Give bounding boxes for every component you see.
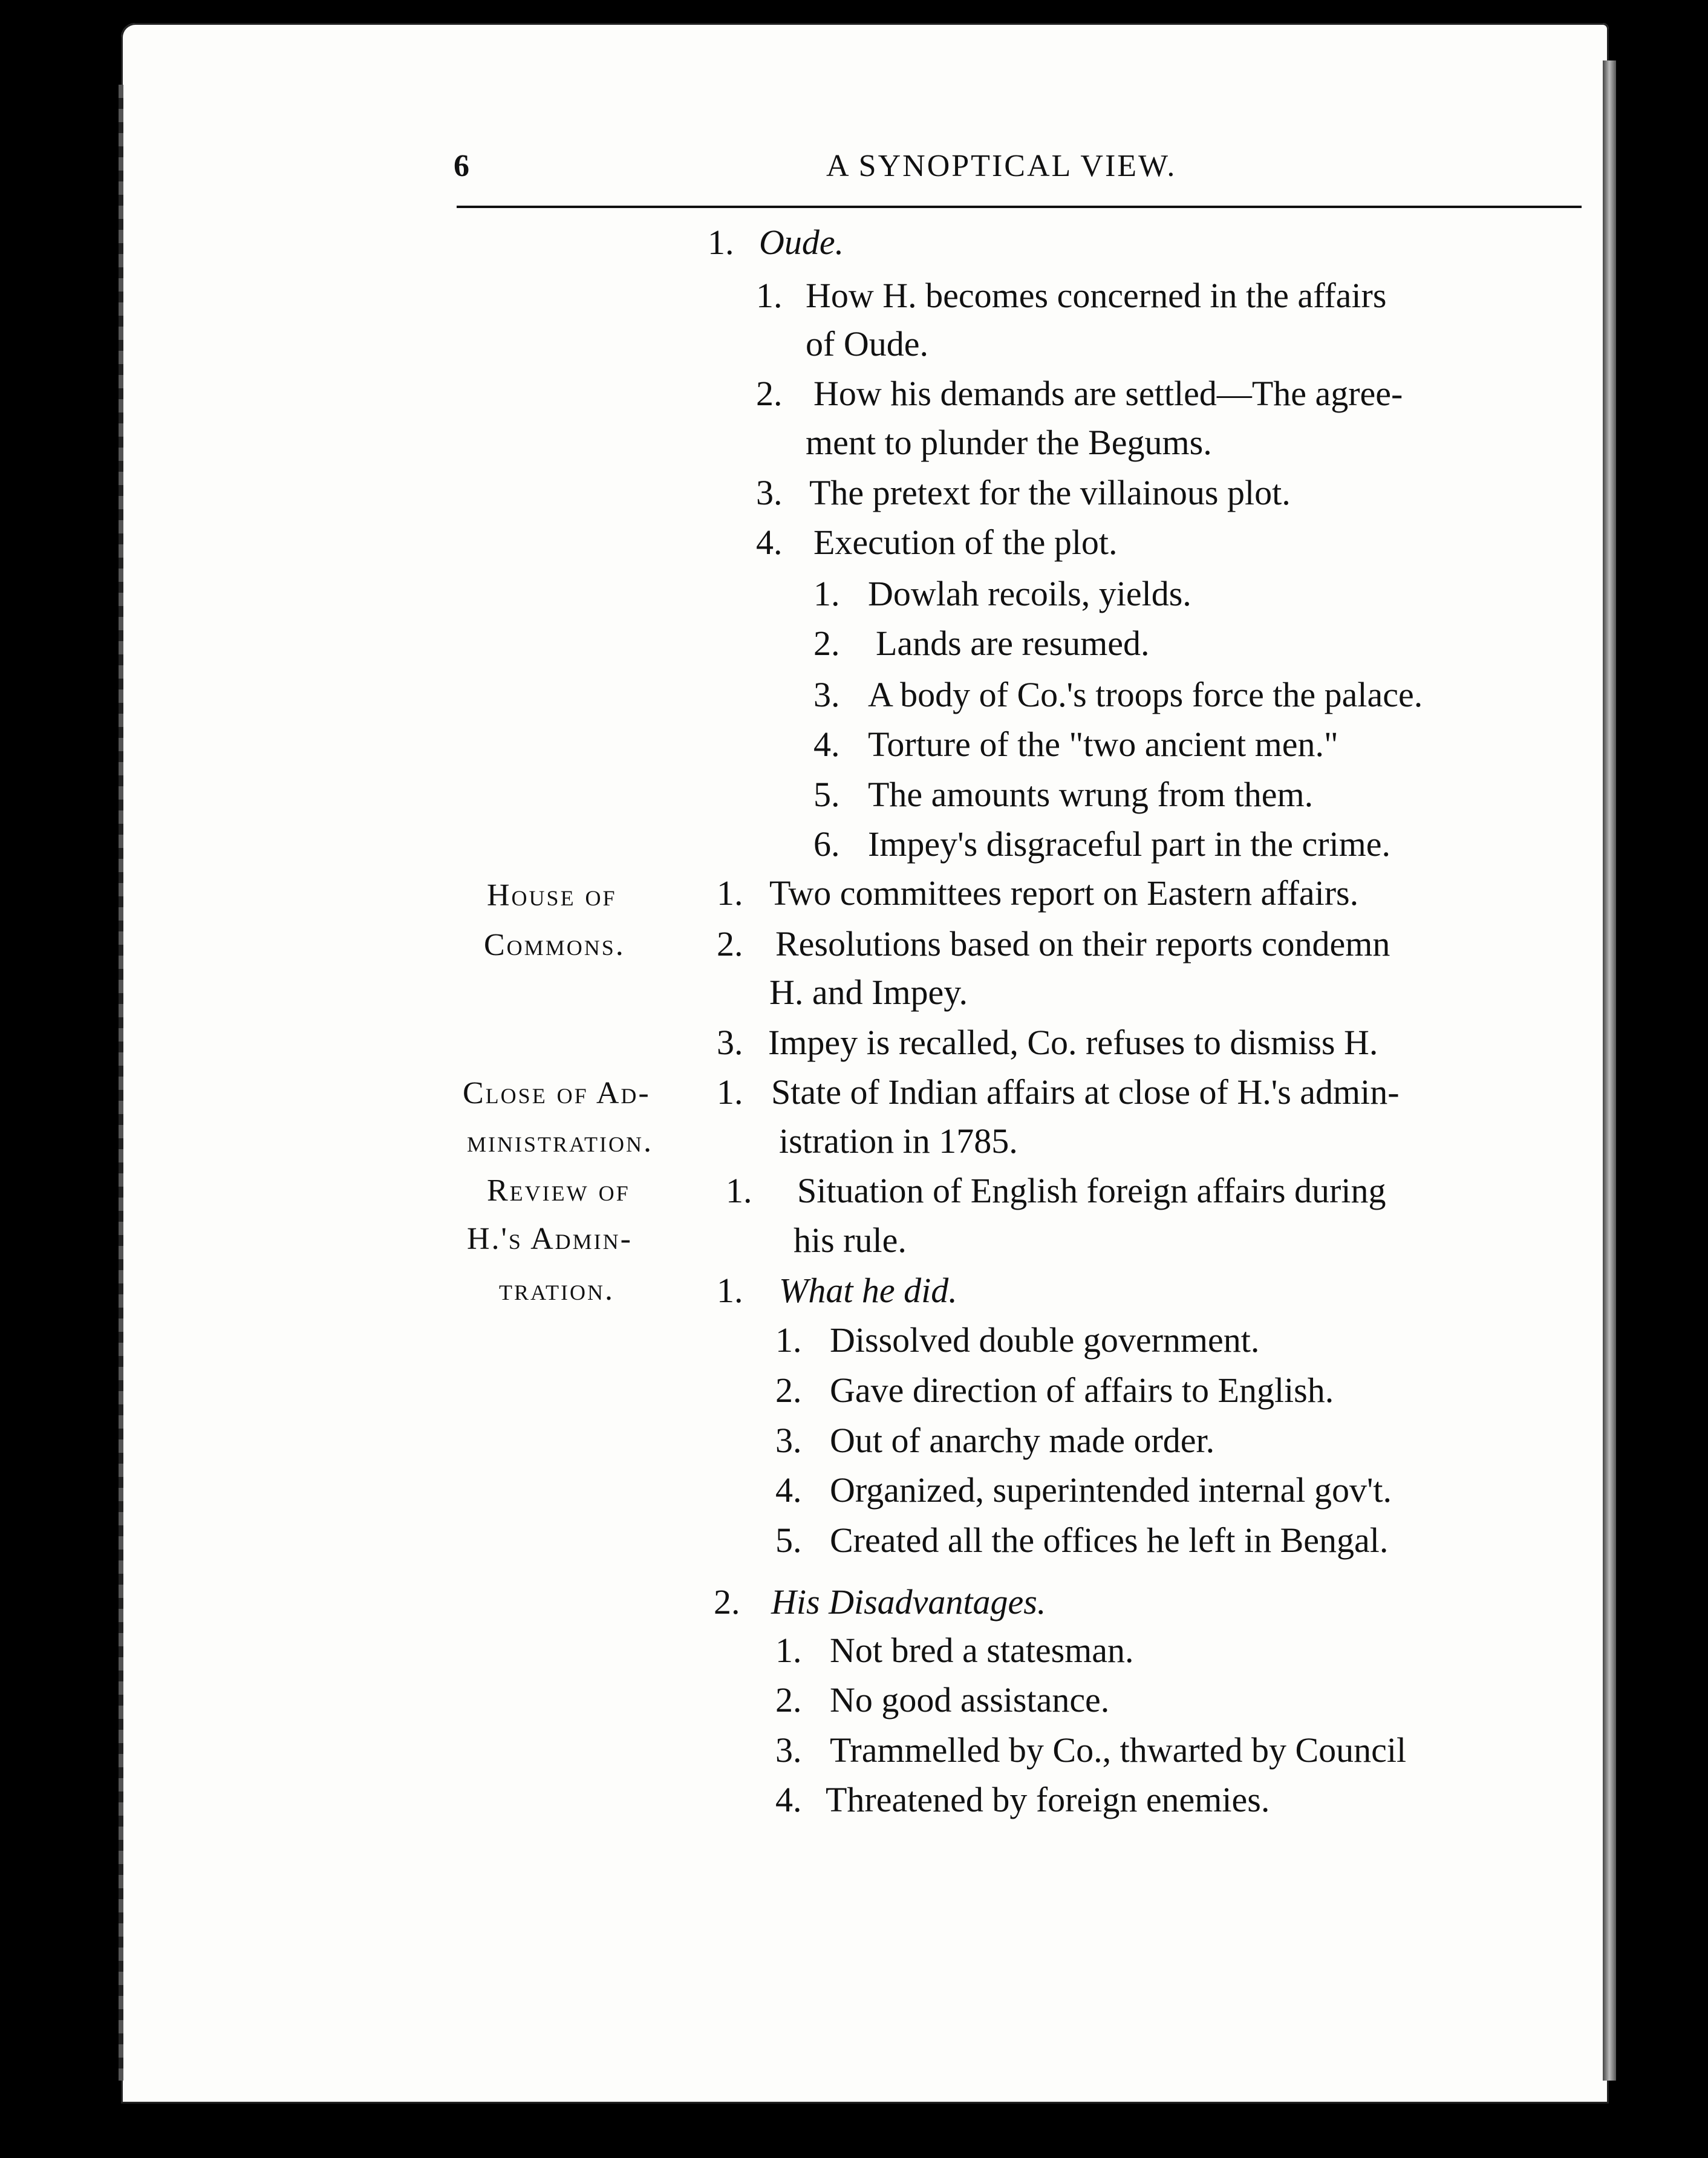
line-number: 1. bbox=[708, 223, 734, 262]
book-spine bbox=[1603, 60, 1616, 2081]
outline-line: Trammelled by Co., thwarted by Council bbox=[830, 1730, 1407, 1770]
outline-line: Lands are resumed. bbox=[876, 624, 1150, 663]
outline-line: his rule. bbox=[794, 1221, 907, 1260]
outline-line: Resolutions based on their reports condemn bbox=[775, 924, 1390, 963]
outline-line: How his demands are settled—The agree- bbox=[813, 374, 1403, 413]
line-number: 2. bbox=[775, 1680, 802, 1720]
outline-line: How H. becomes concerned in the affairs bbox=[806, 276, 1387, 315]
outline-line: No good assistance. bbox=[830, 1680, 1110, 1720]
line-number: 3. bbox=[756, 473, 783, 512]
side-label: Review of bbox=[487, 1173, 630, 1208]
page-number: 6 bbox=[454, 149, 469, 183]
line-number: 4. bbox=[775, 1780, 802, 1819]
side-label: House of bbox=[487, 878, 617, 913]
outline-line: Threatened by foreign enemies. bbox=[826, 1780, 1270, 1819]
line-number: 1. bbox=[756, 276, 783, 315]
side-label: ministration. bbox=[467, 1124, 653, 1159]
line-number: 1. bbox=[813, 574, 840, 613]
header-rule bbox=[457, 206, 1582, 208]
outline-line: Organized, superintended internal gov't. bbox=[830, 1470, 1392, 1510]
line-number: 3. bbox=[775, 1730, 802, 1770]
outline-line: Created all the offices he left in Bengal. bbox=[830, 1521, 1389, 1560]
line-number: 1. bbox=[717, 1072, 743, 1112]
outline-line: The pretext for the villainous plot. bbox=[809, 473, 1291, 512]
outline-line: Dowlah recoils, yields. bbox=[868, 574, 1191, 613]
outline-line: State of Indian affairs at close of H.'s admin- bbox=[771, 1072, 1400, 1112]
outline-line: Out of anarchy made order. bbox=[830, 1421, 1215, 1460]
outline-line: Execution of the plot. bbox=[813, 523, 1118, 562]
outline-line: istration in 1785. bbox=[779, 1121, 1018, 1161]
outline-heading: His Disadvantages. bbox=[771, 1582, 1046, 1622]
line-number: 2. bbox=[775, 1371, 802, 1410]
outline-line: Impey's disgraceful part in the crime. bbox=[868, 824, 1391, 864]
outline-line: Dissolved double government. bbox=[830, 1320, 1260, 1360]
line-number: 1. bbox=[775, 1631, 802, 1670]
line-number: 2. bbox=[756, 374, 783, 413]
line-number: 2. bbox=[717, 924, 743, 963]
outline-line: Gave direction of affairs to English. bbox=[830, 1371, 1334, 1410]
outline-line: H. and Impey. bbox=[769, 973, 968, 1012]
line-number: 1. bbox=[717, 1271, 743, 1310]
outline-line: The amounts wrung from them. bbox=[868, 775, 1314, 814]
outline-line: Torture of the "two ancient men." bbox=[868, 725, 1338, 764]
page-edge bbox=[119, 85, 123, 2081]
line-number: 3. bbox=[813, 675, 840, 714]
line-number: 4. bbox=[813, 725, 840, 764]
outline-line: of Oude. bbox=[806, 324, 928, 363]
outline-line: ment to plunder the Begums. bbox=[806, 423, 1212, 462]
line-number: 5. bbox=[775, 1521, 802, 1560]
outline-line: Situation of English foreign affairs during bbox=[797, 1171, 1386, 1210]
line-number: 3. bbox=[775, 1421, 802, 1460]
line-number: 4. bbox=[756, 523, 783, 562]
line-number: 2. bbox=[714, 1582, 740, 1622]
side-label: Commons. bbox=[484, 928, 625, 962]
line-number: 3. bbox=[717, 1023, 743, 1062]
line-number: 5. bbox=[813, 775, 840, 814]
line-number: 6. bbox=[813, 824, 840, 864]
running-head: A SYNOPTICAL VIEW. bbox=[826, 149, 1177, 183]
outline-line: A body of Co.'s troops force the palace. bbox=[868, 675, 1423, 714]
outline-line: Two committees report on Eastern affairs. bbox=[769, 873, 1359, 913]
line-number: 1. bbox=[717, 873, 743, 913]
outline-heading: What he did. bbox=[779, 1271, 957, 1310]
side-label: tration. bbox=[499, 1273, 614, 1307]
side-label: H.'s Admin- bbox=[467, 1222, 633, 1256]
line-number: 4. bbox=[775, 1470, 802, 1510]
outline-heading: Oude. bbox=[759, 223, 844, 262]
outline-line: Not bred a statesman. bbox=[830, 1631, 1134, 1670]
outline-line: Impey is recalled, Co. refuses to dismiss H. bbox=[768, 1023, 1378, 1062]
side-label: Close of Ad- bbox=[463, 1076, 651, 1110]
line-number: 1. bbox=[775, 1320, 802, 1360]
line-number: 2. bbox=[813, 624, 840, 663]
line-number: 1. bbox=[726, 1171, 752, 1210]
